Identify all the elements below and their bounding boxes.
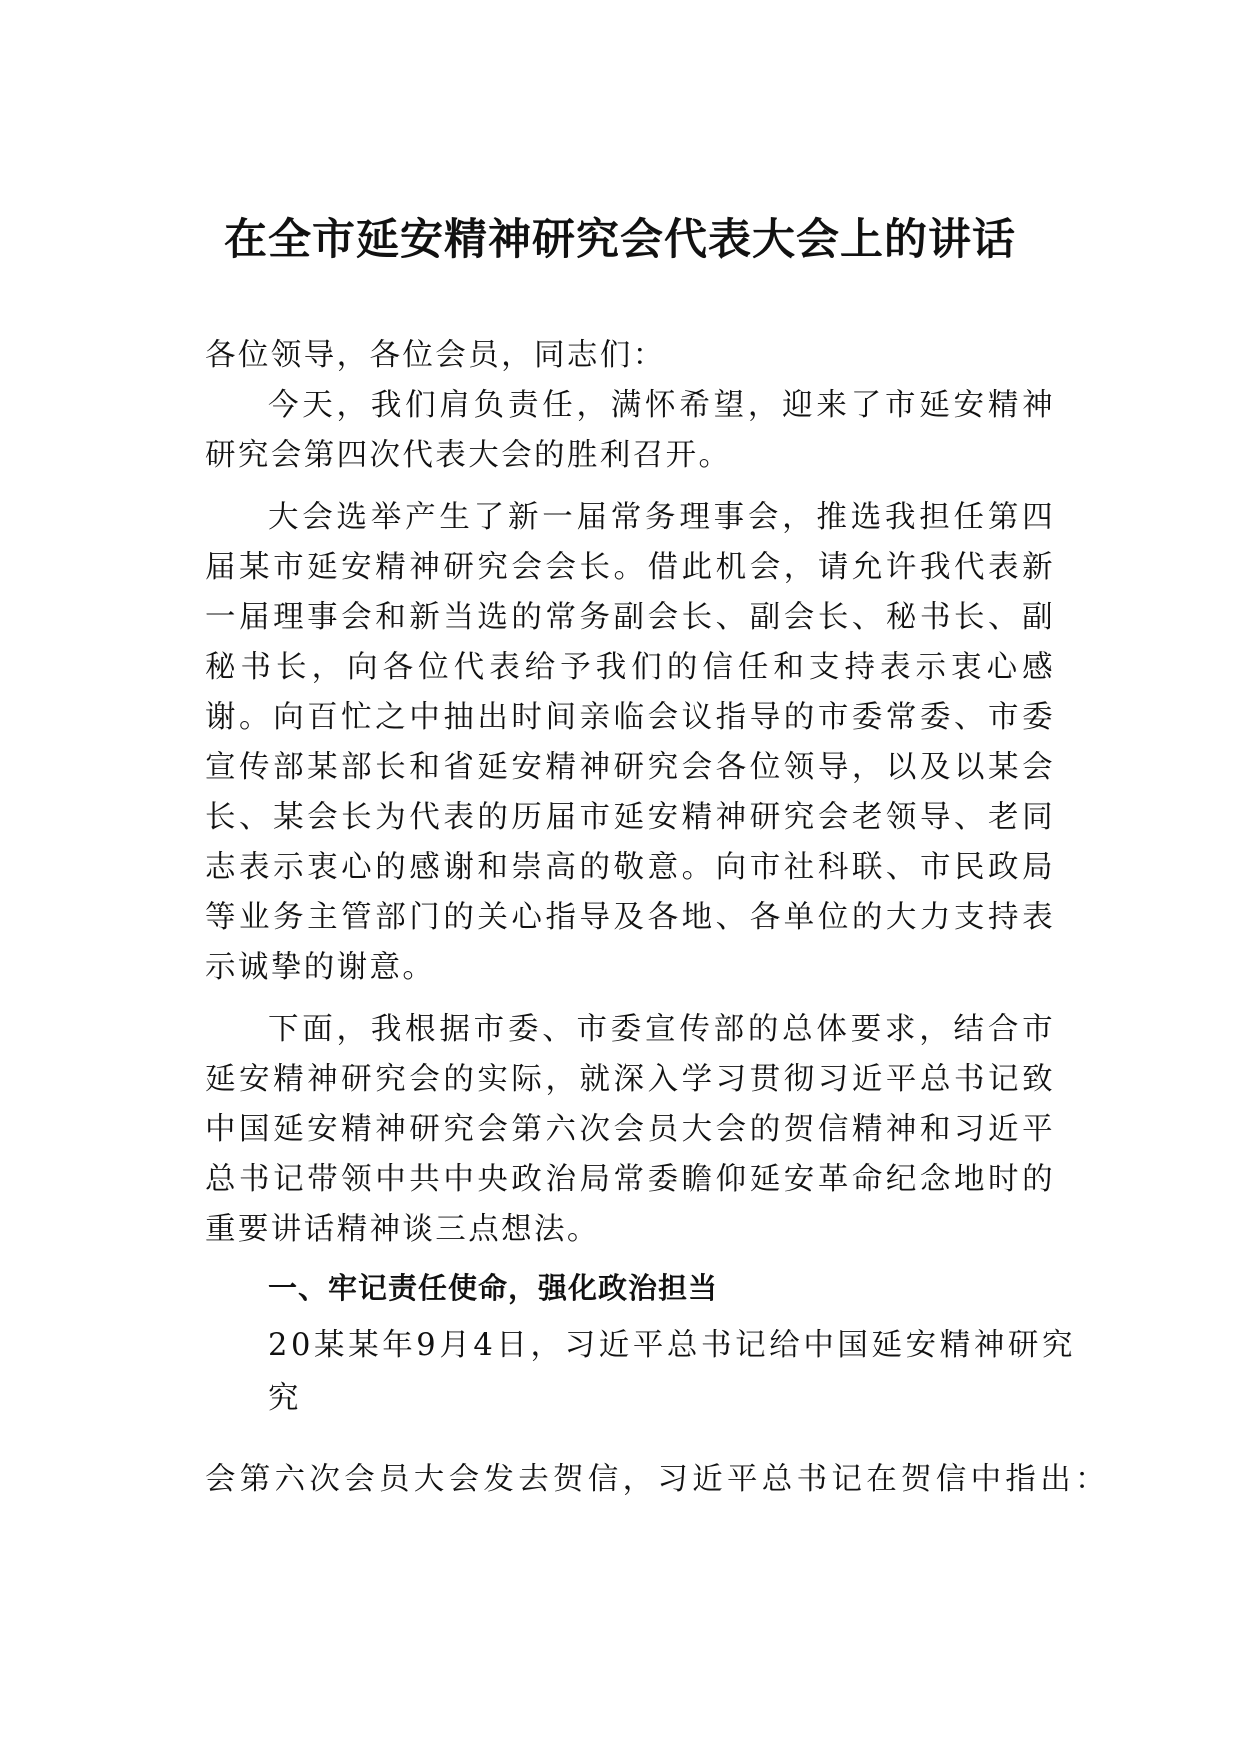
salutation: 各位领导，各位会员，同志们： (205, 338, 666, 373)
paragraph-opening: 今天，我们肩负责任，满怀希望，迎来了市延安精神研究会第四次代表大会的胜利召开。 (205, 388, 1055, 473)
paragraph-thanks: 大会选举产生了新一届常务理事会，推选我担任第四届某市延安精神研究会会长。借此机会，请允许我代表新一届理事会和新当选的常务副会长、副会长、秘书长、副秘书长，向各位代表给予我们的信任和支持表示衷心感谢。向百忙之中抽出时间亲临会议指导的市委常委、市委宣传部某部长和省延安精神研究会各位领导，以及以某会长、某会长为代表的历届市延安精神研究会老领导、老同志表示衷心的感谢和崇高的敬意。向市社科联、市民政局等业务主管部门的关心指导及各地、各单位的大力支持表示诚挚的谢意。 (205, 500, 1055, 985)
document-body (205, 331, 1110, 1505)
paragraph-outline: 下面，我根据市委、市委宣传部的总体要求，结合市延安精神研究会的实际，就深入学习贯彻习近平总书记致中国延安精神研究会第六次会员大会的贺信精神和习近平总书记带领中共中央政治局常委瞻仰延安革命纪念地时的重要讲话精神谈三点想法。 (205, 1012, 1055, 1247)
section-text-orphan: 究 (268, 1381, 299, 1416)
section-text-continuation: 会第六次会员大会发去贺信，习近平总书记在贺信中指出： (205, 1462, 1110, 1497)
document-title: 在全市延安精神研究会代表大会上的讲话 (224, 215, 1016, 265)
section-heading: 一、牢记责任使命，强化政治担当 (268, 1271, 719, 1305)
section-text-line: 20某某年9月4日，习近平总书记给中国延安精神研究 (268, 1328, 1077, 1363)
